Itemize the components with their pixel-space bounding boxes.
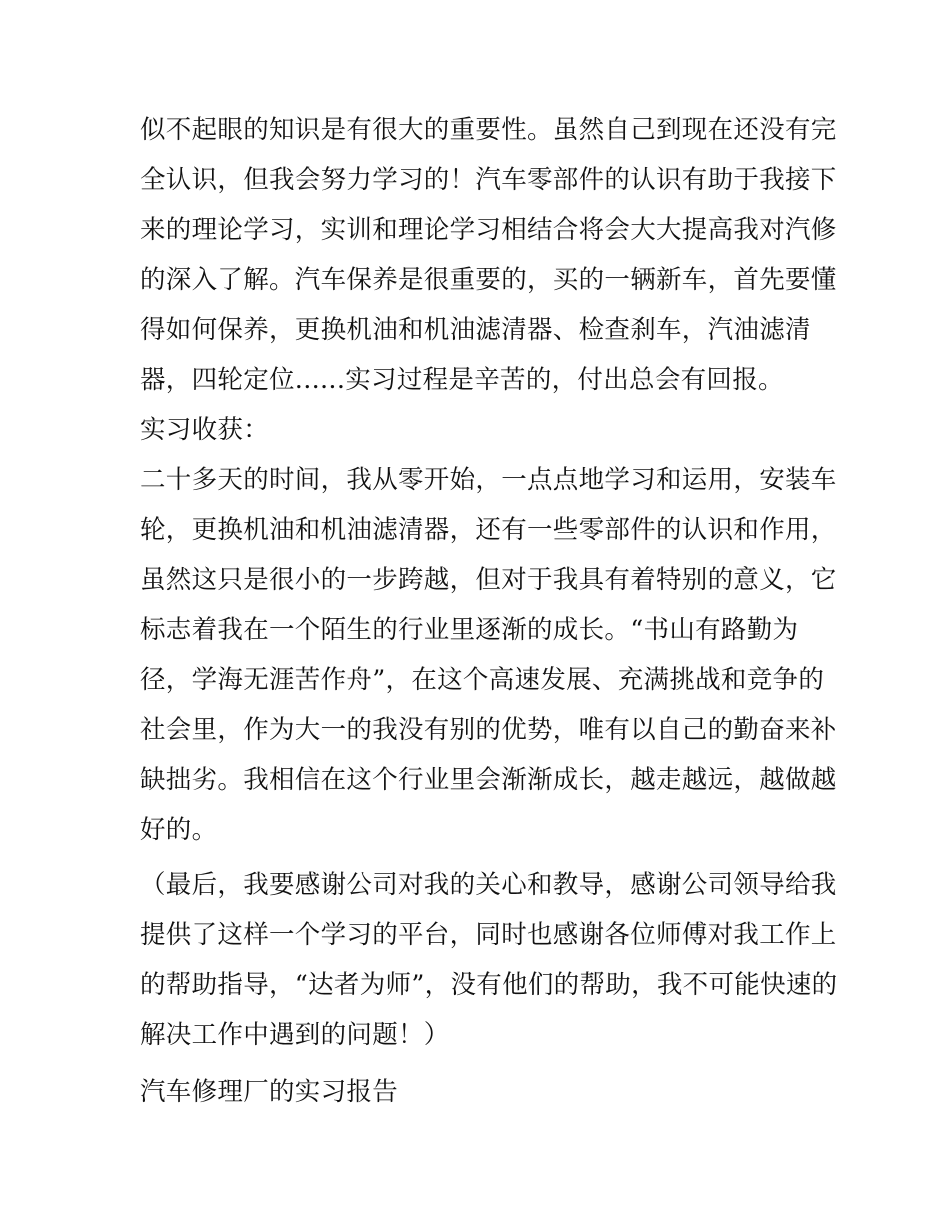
paragraph-line: 好的。: [140, 815, 218, 845]
paragraph-line: 缺拙劣。我相信在这个行业里会渐渐成长，越走越远，越做越: [140, 765, 837, 795]
paragraph-line: 的深入了解。汽车保养是很重要的，买的一辆新车，首先要懂: [140, 265, 837, 295]
paragraph-line: 社会里，作为大一的我没有别的优势，唯有以自己的勤奋来补: [140, 715, 837, 745]
paragraph-line: （最后，我要感谢公司对我的关心和教导，感谢公司领导给我: [140, 870, 837, 900]
paragraph-line: 径，学海无涯苦作舟”，在这个高速发展、充满挑战和竞争的: [140, 665, 825, 695]
paragraph-line: 器，四轮定位......实习过程是辛苦的，付出总会有回报。: [140, 365, 784, 395]
paragraph-line: 得如何保养，更换机油和机油滤清器、检查刹车，汽油滤清: [140, 315, 811, 345]
paragraph-line: 虽然这只是很小的一步跨越，但对于我具有着特别的意义，它: [140, 565, 837, 595]
paragraph-line: 提供了这样一个学习的平台，同时也感谢各位师傅对我工作上: [140, 920, 837, 950]
paragraph-line: 解决工作中遇到的问题！）: [140, 1020, 450, 1050]
paragraph-line: 二十多天的时间，我从零开始，一点点地学习和运用，安装车: [140, 465, 837, 495]
paragraph-line: 标志着我在一个陌生的行业里逐渐的成长。“书山有路勤为: [140, 615, 799, 645]
paragraph-line: 似不起眼的知识是有很大的重要性。虽然自己到现在还没有完: [140, 115, 837, 145]
paragraph-line: 轮，更换机油和机油滤清器，还有一些零部件的认识和作用，: [140, 515, 837, 545]
paragraph-line: 的帮助指导，“达者为师”，没有他们的帮助，我不可能快速的: [140, 970, 838, 1000]
document-title: 汽车修理厂的实习报告: [140, 1077, 399, 1107]
section-heading: 实习收获：: [140, 415, 270, 445]
paragraph-line: 来的理论学习，实训和理论学习相结合将会大大提高我对汽修: [140, 215, 837, 245]
paragraph-line: 全认识，但我会努力学习的！汽车零部件的认识有助于我接下: [140, 165, 837, 195]
